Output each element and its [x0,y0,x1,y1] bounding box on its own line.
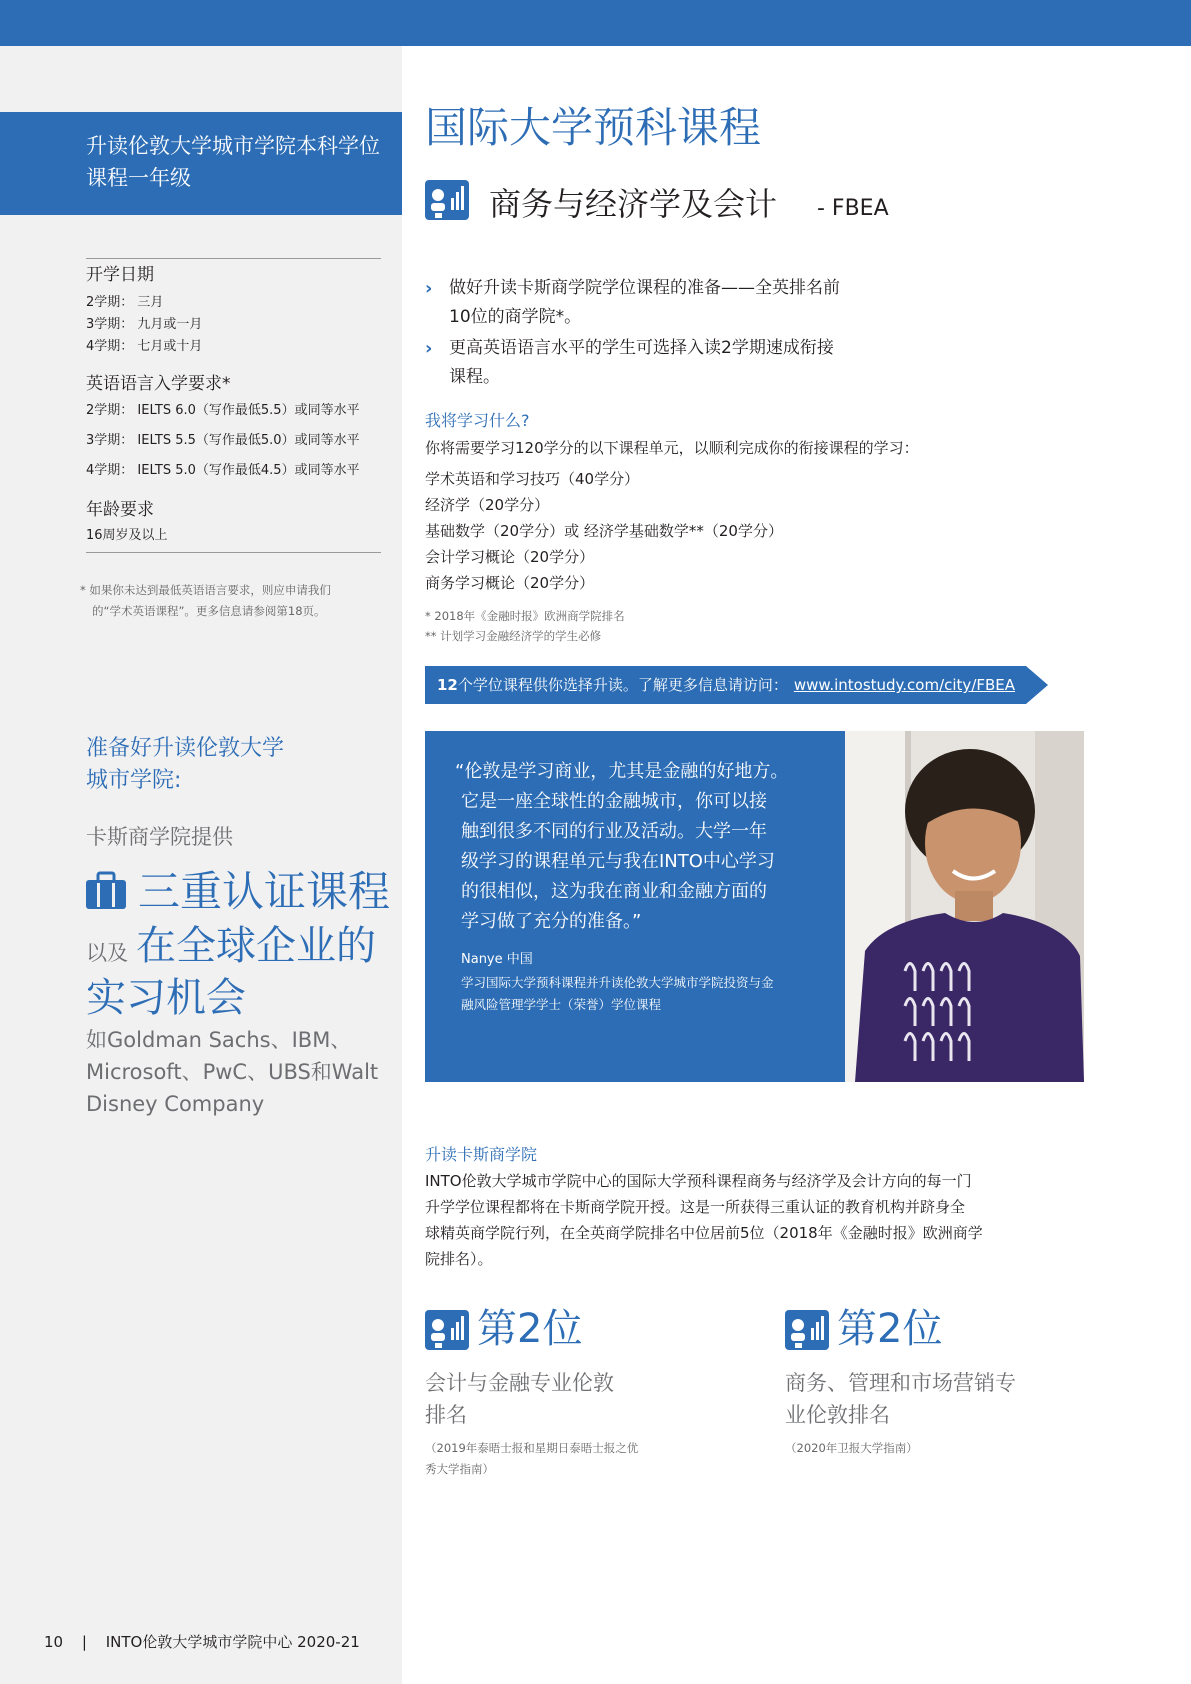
testimonial-quote [455,757,788,937]
divider [86,258,381,259]
module-item: 商务学习概论（20学分） [425,574,595,592]
cta-text: 个学位课程供你选择升读。了解更多信息请访问： [457,676,788,694]
rank-source: （2020年卫报大学指南） [785,1441,918,1455]
presenter-icon [425,180,469,220]
study-intro: 你将需要学习120学分的以下课程单元，以顺利完成你的衔接课程的学习： [425,439,919,457]
english-item: 4学期： IELTS 5.0（写作最低4.5）或同等水平 [86,463,360,478]
top-bar [0,0,1191,46]
quote-line: 级学习的课程单元与我在INTO中心学习 [461,851,775,872]
rank-source: （2019年泰晤士报和星期日泰晤士报之优 [425,1441,639,1455]
sidebar-footnote: 的“学术英语课程”。更多信息请参阅第18页。 [92,604,326,618]
quote-line: 它是一座全球性的金融城市，你可以接 [461,791,767,812]
rank-label: 业伦敦排名 [785,1403,890,1427]
chevron-right-icon: › [425,278,433,299]
quote-line: 学习做了充分的准备。” [461,911,642,932]
module-item: 基础数学（20学分）或 经济学基础数学**（20学分） [425,522,783,540]
promo-companies: 如Goldman Sachs、IBM、 [86,1028,352,1052]
rank-value: 第2位 [477,1306,583,1352]
sidebar [0,46,402,1684]
testimonial-box [425,731,845,1082]
chevron-right-icon: › [425,338,433,359]
course-code: - FBEA [817,196,889,221]
cta-count: 12 [437,676,458,694]
cta-link[interactable]: www.intostudy.com/city/FBEA [793,676,1016,694]
start-dates-heading: 开学日期 [86,265,154,285]
briefcase-icon [84,871,128,911]
testimonial-name: Nanye 中国 [461,952,533,967]
page-title: 国际大学预科课程 [425,103,762,152]
bullet-text: 10位的商学院*。 [449,307,582,327]
cass-text: 球精英商学院行列，在全英商学院排名中位居前5位（2018年《金融时报》欧洲商学 [425,1224,983,1242]
presenter-icon [785,1310,829,1350]
promo-companies: Disney Company [86,1092,265,1116]
age-heading: 年龄要求 [86,500,154,520]
english-heading: 英语语言入学要求* [86,374,231,394]
sidebar-footnote: * 如果你未达到最低英语语言要求，则应申请我们 [80,583,331,597]
cass-text: 升学学位课程都将在卡斯商学院开授。这是一所获得三重认证的教育机构并跻身全 [425,1198,966,1216]
cta-bar [425,666,1048,704]
english-item: 3学期： IELTS 5.5（写作最低5.0）或同等水平 [86,433,360,448]
module-item: 经济学（20学分） [425,496,550,514]
promo-heading: 准备好升读伦敦大学 [86,736,285,761]
module-item: 会计学习概论（20学分） [425,548,595,566]
rank-label: 商务、管理和市场营销专 [785,1371,1016,1395]
promo-global: 在全球企业的 [136,923,376,969]
testimonial-program: 学习国际大学预科课程并升读伦敦大学城市学院投资与金 [461,975,774,990]
promo-intern: 实习机会 [86,975,246,1021]
cass-text: 院排名）。 [425,1250,493,1268]
study-footnote: ** 计划学习金融经济学的学生必修 [425,629,602,643]
promo-heading: 城市学院: [86,768,182,793]
promo-yiji: 以及 [86,941,128,965]
promo-provides: 卡斯商学院提供 [86,825,233,849]
rank-value: 第2位 [837,1306,943,1352]
module-item: 学术英语和学习技巧（40学分） [425,470,640,488]
bullet-text: 做好升读卡斯商学院学位课程的准备——全英排名前 [449,278,840,298]
page-number: 10 [44,1633,64,1651]
presenter-icon [425,1310,469,1350]
cass-heading: 升读卡斯商学院 [425,1145,538,1164]
quote-line: 的很相似，这为我在商业和金融方面的 [461,881,767,902]
sidebar-banner: 升读伦敦大学城市学院本科学位课程一年级 [0,112,402,215]
study-footnote: * 2018年《金融时报》欧洲商学院排名 [425,609,625,623]
footer-separator: | [81,1633,87,1651]
promo-triple: 三重认证课程 [138,867,391,916]
footer-text: INTO伦敦大学城市学院中心 2020-21 [105,1633,360,1651]
divider [86,552,381,553]
list-item [425,334,834,392]
bullet-text: 课程。 [449,367,500,387]
quote-line: “伦敦是学习商业，尤其是金融的好地方。 [455,761,789,782]
start-date-item: 2学期： 三月 [86,295,164,310]
testimonial-program: 融风险管理学学士（荣誉）学位课程 [461,997,662,1012]
start-date-item: 3学期： 九月或一月 [86,317,203,332]
list-item [425,274,840,332]
rank-source: 秀大学指南） [425,1462,494,1476]
promo-companies: Microsoft、PwC、UBS和Walt [86,1060,379,1084]
age-text: 16周岁及以上 [86,528,168,543]
start-date-item: 4学期： 七月或十月 [86,339,203,354]
student-photo [845,731,1084,1082]
study-heading: 我将学习什么? [425,411,530,430]
english-item: 2学期： IELTS 6.0（写作最低5.5）或同等水平 [86,403,360,418]
cass-text: INTO伦敦大学城市学院中心的国际大学预科课程商务与经济学及会计方向的每一门 [425,1172,972,1190]
quote-line: 触到很多不同的行业及活动。大学一年 [461,821,767,842]
rank-label: 会计与金融专业伦敦 [425,1371,614,1395]
bullet-text: 更高英语语言水平的学生可选择入读2学期速成衔接 [449,338,834,358]
rank-label: 排名 [425,1403,467,1427]
page-footer [44,1631,360,1653]
course-name: 商务与经济学及会计 [489,185,778,223]
